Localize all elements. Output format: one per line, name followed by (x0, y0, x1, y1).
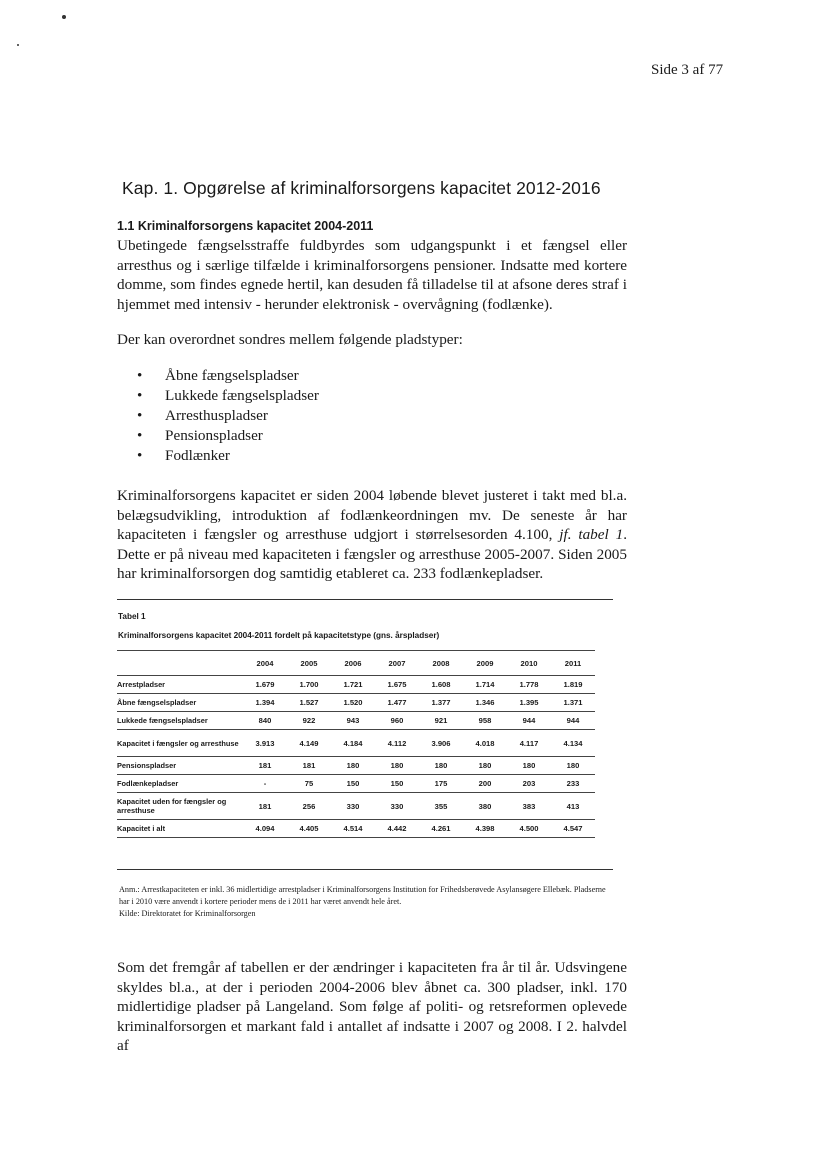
table-cell: 181 (243, 757, 287, 775)
table-top-rule (117, 599, 613, 600)
table-cell: 840 (243, 712, 287, 730)
table-cell: 1.700 (287, 676, 331, 694)
table-cell: 1.675 (375, 676, 419, 694)
table-cell: 181 (243, 793, 287, 820)
table-header-year: 2011 (551, 651, 595, 676)
table-cell: 1.394 (243, 694, 287, 712)
bullet-icon: • (137, 447, 143, 464)
table-row (117, 775, 595, 793)
place-types-intro: Der kan overordnet sondres mellem følgende pladstyper: (117, 331, 463, 348)
table-cell: 4.134 (551, 730, 595, 757)
row-label: Åbne fængselspladser (117, 694, 243, 712)
table-cell: 4.442 (375, 820, 419, 838)
bullet-icon: • (137, 387, 143, 404)
table-row (117, 730, 595, 757)
page-number: Side 3 af 77 (651, 62, 724, 78)
table-header-year: 2006 (331, 651, 375, 676)
list-item: • Arresthuspladser (137, 407, 268, 424)
table-cell: 4.398 (463, 820, 507, 838)
row-label: Fodlænkepladser (117, 775, 243, 793)
table-cell: 175 (419, 775, 463, 793)
table-cell: 200 (463, 775, 507, 793)
table-header-year: 2007 (375, 651, 419, 676)
table-cell: 922 (287, 712, 331, 730)
table-cell: 1.714 (463, 676, 507, 694)
table-header-row (117, 651, 595, 676)
table-cell: 383 (507, 793, 551, 820)
table-subtitle: Kriminalforsorgens kapacitet 2004-2011 fordelt på kapacitetstype (gns. årspladser) (118, 631, 440, 640)
row-label: Lukkede fængselspladser (117, 712, 243, 730)
table-cell: 944 (507, 712, 551, 730)
capacity-paragraph: Kriminalforsorgens kapacitet er siden 2004 løbende blevet justeret i takt med bl.a. belægsudvikling, introduktion af fodlænkeordningen mv. De seneste år har kapaciteten i fængsler og arresthuse udgjort i størrelsesorden 4.100, jf. tabel 1. Dette er på niveau med kapaciteten i fængsler og arresthuse 2005-2007. Siden 2005 har kriminalforsorgen dog samtidig etableret ca. 233 fodlænkepladser. (117, 487, 628, 582)
table-cell: 1.346 (463, 694, 507, 712)
table-row (117, 820, 595, 838)
table-cell: 1.679 (243, 676, 287, 694)
table-cell: 4.500 (507, 820, 551, 838)
section-heading: 1.1 Kriminalforsorgens kapacitet 2004-2011 (117, 219, 374, 233)
table-header-year: 2005 (287, 651, 331, 676)
table-cell: 4.094 (243, 820, 287, 838)
list-item: • Fodlænker (137, 447, 230, 464)
row-label: Kapacitet uden for fængsler og arresthuse (117, 793, 243, 820)
table-row (117, 694, 595, 712)
list-item: • Pensionspladser (137, 427, 263, 444)
table-cell: 3.913 (243, 730, 287, 757)
list-item: • Lukkede fængselspladser (137, 387, 319, 404)
capacity-table (117, 650, 595, 838)
table-cell: 4.149 (287, 730, 331, 757)
table-row (117, 757, 595, 775)
table-cell: 75 (287, 775, 331, 793)
table-cell: 1.608 (419, 676, 463, 694)
table-cell: 1.371 (551, 694, 595, 712)
table-cell: 330 (331, 793, 375, 820)
table-cell: 4.261 (419, 820, 463, 838)
row-label: Kapacitet i alt (117, 820, 243, 838)
table-title: Tabel 1 (118, 612, 146, 621)
table-cell: 180 (331, 757, 375, 775)
table-cell: 1.377 (419, 694, 463, 712)
table-bottom-rule (117, 869, 613, 870)
note-source: Kilde: Direktoratet for Kriminalforsorgen (119, 909, 256, 918)
table-cell: 355 (419, 793, 463, 820)
table-cell: 958 (463, 712, 507, 730)
closing-paragraph: Som det fremgår af tabellen er der ændringer i kapaciteten fra år til år. Udsvingene skyldes bl.a., at der i perioden 2004-2006 blev åbnet ca. 300 pladser, inkl. 170 midlertidige pladser på Langeland. Som følge af politi- og retsreformen oplevede kriminalforsorgen et markant fald i antallet af indsatte i 2007 og 2008. I 2. halvdel af (117, 959, 627, 1054)
table-cell: 1.477 (375, 694, 419, 712)
table-cell: 180 (463, 757, 507, 775)
table-row (117, 793, 595, 820)
bullet-icon: • (137, 407, 143, 424)
bullet-icon: • (137, 367, 143, 384)
note-text: Anm.: Arrestkapaciteten er inkl. 36 midlertidige arrestpladser i Kriminalforsorgens Institution for Frihedsberøvede Asylansøgere Ellebæk. Pladserne har i 2010 være anvendt i kortere perioder mens de i 2011 har været anvendt hele året. (119, 885, 606, 906)
table-row (117, 676, 595, 694)
table-cell: 1.520 (331, 694, 375, 712)
table-cell: 1.721 (331, 676, 375, 694)
table-cell: 256 (287, 793, 331, 820)
table-cell: 380 (463, 793, 507, 820)
intro-paragraph: Ubetingede fængselsstraffe fuldbyrdes som udgangspunkt i et fængsel eller arresthus og i særlige tilfælde i kriminalforsorgens pensioner. Indsatte med kortere domme, som findes egnede hertil, kan desuden få tilladelse til at afsone deres straf i hjemmet med intensiv - herunder elektronisk - overvågning (fodlænke). (117, 237, 627, 313)
table-row (117, 712, 595, 730)
table-cell: 180 (419, 757, 463, 775)
table-header-year: 2004 (243, 651, 287, 676)
table-cell: 180 (375, 757, 419, 775)
scan-speck (17, 44, 19, 46)
table-cell: 4.117 (507, 730, 551, 757)
table-cell: 233 (551, 775, 595, 793)
row-label: Kapacitet i fængsler og arresthuse (117, 730, 243, 757)
table-cell: 181 (287, 757, 331, 775)
row-label: Pensionspladser (117, 757, 243, 775)
table-cell: - (243, 775, 287, 793)
table-cell: 921 (419, 712, 463, 730)
table-cell: 150 (375, 775, 419, 793)
table-header-empty (117, 651, 243, 676)
table-header-year: 2008 (419, 651, 463, 676)
table-cell: 4.018 (463, 730, 507, 757)
table-cell: 1.527 (287, 694, 331, 712)
table-cell: 1.778 (507, 676, 551, 694)
table-cell: 1.819 (551, 676, 595, 694)
table-header-year: 2009 (463, 651, 507, 676)
table-cell: 4.112 (375, 730, 419, 757)
row-label: Arrestpladser (117, 676, 243, 694)
table-cell: 1.395 (507, 694, 551, 712)
table-cell: 3.906 (419, 730, 463, 757)
table-cell: 203 (507, 775, 551, 793)
table-note (119, 884, 609, 920)
scan-speck (62, 15, 66, 19)
table-header-year: 2010 (507, 651, 551, 676)
table-cell: 4.184 (331, 730, 375, 757)
table-cell: 150 (331, 775, 375, 793)
list-item: • Åbne fængselspladser (137, 367, 299, 384)
table-cell: 960 (375, 712, 419, 730)
table-cell: 180 (507, 757, 551, 775)
table-cell: 330 (375, 793, 419, 820)
table-cell: 413 (551, 793, 595, 820)
table-cell: 943 (331, 712, 375, 730)
chapter-title: Kap. 1. Opgørelse af kriminalforsorgens kapacitet 2012-2016 (122, 178, 601, 198)
table-cell: 4.514 (331, 820, 375, 838)
table-cell: 4.405 (287, 820, 331, 838)
place-type-list (137, 366, 319, 466)
table-cell: 180 (551, 757, 595, 775)
table-cell: 944 (551, 712, 595, 730)
table-reference: jf. tabel 1 (559, 526, 624, 543)
table-cell: 4.547 (551, 820, 595, 838)
bullet-icon: • (137, 427, 143, 444)
